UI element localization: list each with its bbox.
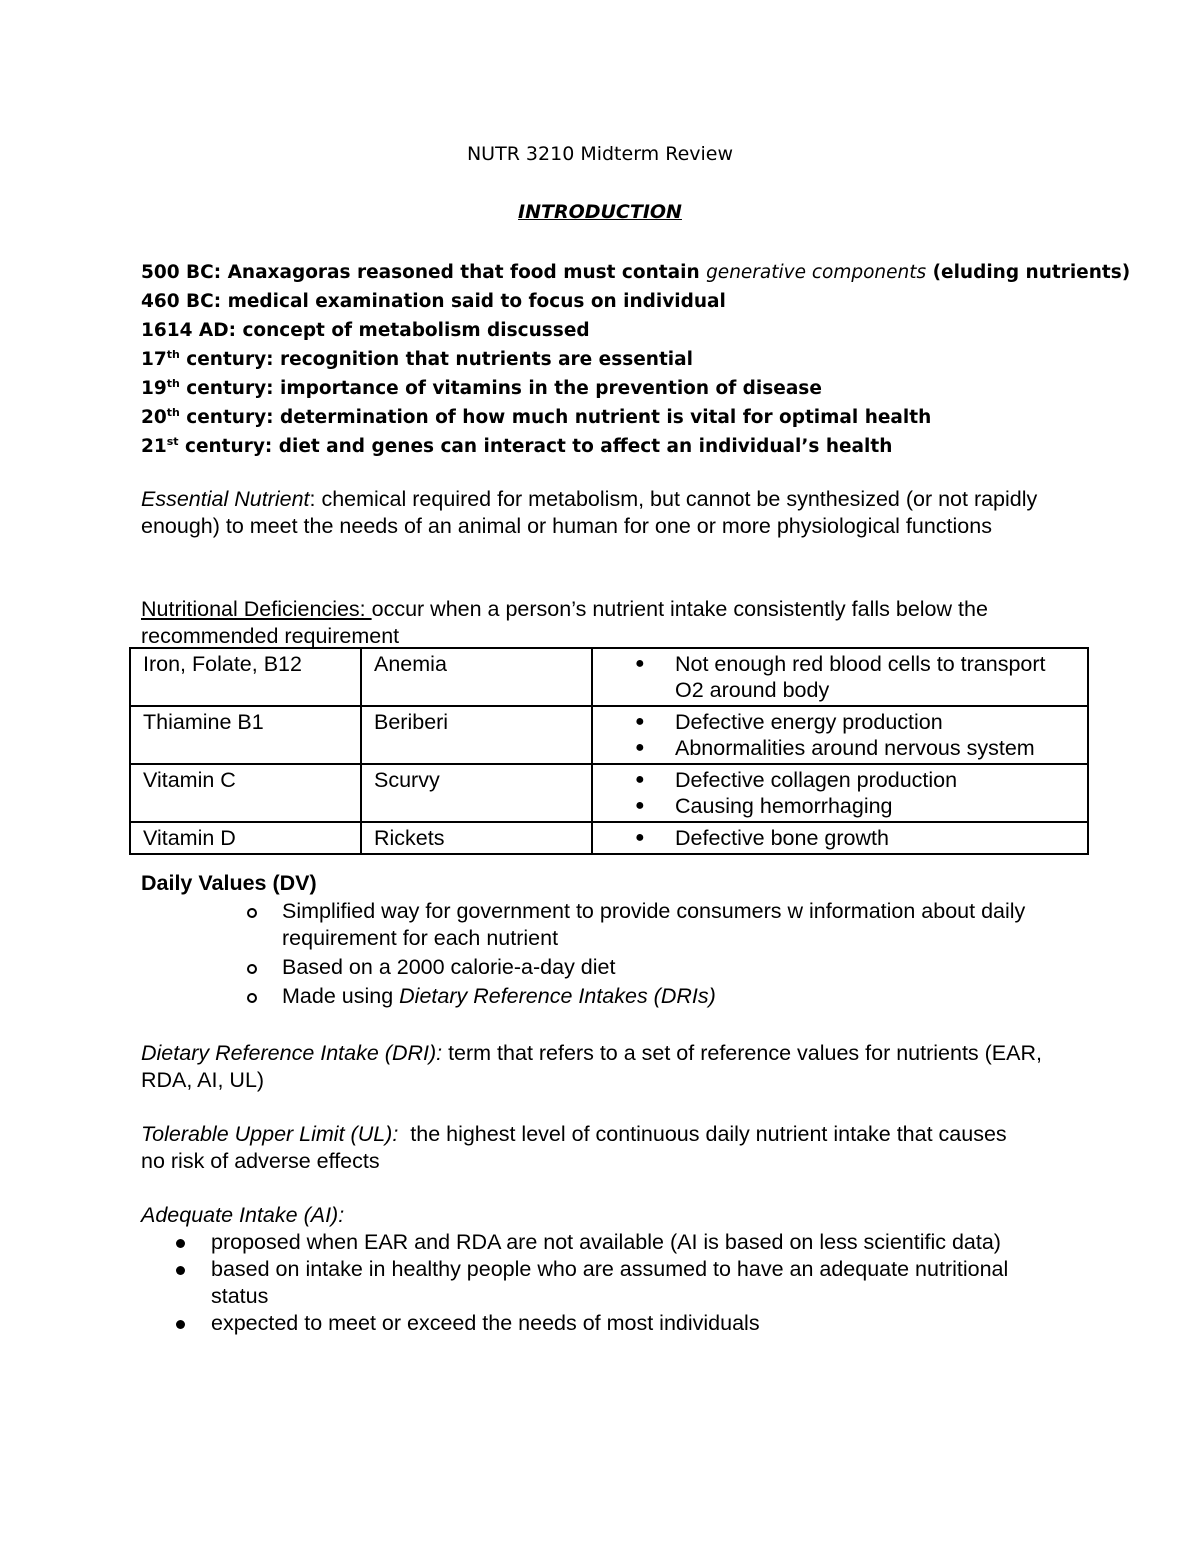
bullet-icon xyxy=(176,1266,185,1275)
timeline-term: generative components xyxy=(706,262,927,283)
effect-text: Causing hemorrhaging xyxy=(675,794,893,818)
ul-definition xyxy=(141,1121,1031,1175)
effect-text: Defective energy production xyxy=(675,710,943,734)
table-row xyxy=(130,706,1088,764)
dri-definition xyxy=(141,1040,1071,1094)
timeline-entry xyxy=(141,374,1101,403)
timeline-ordinal: th xyxy=(166,348,180,361)
deficiency-table xyxy=(129,647,1089,855)
bullet-icon: ● xyxy=(635,771,645,788)
timeline-date: 20 xyxy=(141,407,167,428)
disease-cell: Rickets xyxy=(361,822,592,854)
section-heading: INTRODUCTION xyxy=(518,201,682,223)
definition-text: term that refers to a set of reference values for nutrients (EAR, RDA, AI, UL) xyxy=(141,1041,1042,1092)
effects-cell xyxy=(592,764,1088,822)
nutrient-cell: Vitamin D xyxy=(130,822,361,854)
list-item xyxy=(593,793,1077,819)
timeline-ordinal: th xyxy=(166,406,180,419)
list-item xyxy=(593,735,1077,761)
timeline-entry xyxy=(141,345,1101,374)
timeline-entry xyxy=(141,432,1101,461)
document-title: NUTR 3210 Midterm Review xyxy=(466,143,734,165)
hollow-bullet-icon xyxy=(247,964,257,974)
list-item xyxy=(593,709,1077,735)
definition-term: Essential Nutrient xyxy=(141,487,310,511)
list-item-text: Simplified way for government to provide consumers w information about daily requirement for each nutrient xyxy=(282,899,1026,950)
daily-values-heading: Daily Values (DV) xyxy=(141,871,317,895)
list-item-text: expected to meet or exceed the needs of most individuals xyxy=(211,1311,760,1335)
list-item xyxy=(170,1310,1040,1337)
bullet-icon xyxy=(176,1239,185,1248)
effect-text: Not enough red blood cells to transport O2 around body xyxy=(675,652,1046,702)
timeline-entry xyxy=(141,316,1101,345)
list-item xyxy=(170,1256,1040,1310)
timeline-date-suffix: century: xyxy=(179,378,274,399)
timeline-entry xyxy=(141,287,1101,316)
effects-cell xyxy=(592,706,1088,764)
daily-values-list xyxy=(242,898,1062,1010)
timeline-date: 21 xyxy=(141,436,167,457)
nutrient-cell: Iron, Folate, B12 xyxy=(130,648,361,706)
effects-cell xyxy=(592,648,1088,706)
timeline-date: 460 BC: xyxy=(141,291,222,312)
definition-term: Adequate Intake (AI) xyxy=(141,1203,339,1227)
table-row xyxy=(130,822,1088,854)
hollow-bullet-icon xyxy=(247,993,257,1003)
timeline-text: Anaxagoras reasoned that food must contain xyxy=(221,262,707,283)
timeline-text: determination of how much nutrient is vital for optimal health xyxy=(273,407,932,428)
definition-text: the highest level of continuous daily nutrient intake that causes no risk of adverse effects xyxy=(141,1122,1013,1173)
list-item-text: based on intake in healthy people who are assumed to have an adequate nutritional status xyxy=(211,1257,1009,1308)
definition-text: occur when a person’s nutrient intake consistently falls below the recommended requirement xyxy=(141,597,988,648)
list-item-text: Based on a 2000 calorie-a-day diet xyxy=(282,955,616,979)
effect-text: Defective bone growth xyxy=(675,826,889,850)
timeline-text: recognition that nutrients are essential xyxy=(273,349,693,370)
table-row xyxy=(130,764,1088,822)
ai-list xyxy=(170,1229,1040,1337)
bullet-icon xyxy=(176,1320,185,1329)
list-item xyxy=(242,954,1062,981)
definition-term: Tolerable Upper Limit (UL): xyxy=(141,1122,399,1146)
list-item xyxy=(170,1229,1040,1256)
timeline-text: medical examination said to focus on individual xyxy=(221,291,726,312)
list-item-text: Made using xyxy=(282,984,400,1008)
disease-cell: Scurvy xyxy=(361,764,592,822)
bullet-icon: ● xyxy=(635,739,645,756)
disease-cell: Beriberi xyxy=(361,706,592,764)
list-item-text: proposed when EAR and RDA are not available (AI is based on less scientific data) xyxy=(211,1230,1001,1254)
effect-text: Abnormalities around nervous system xyxy=(675,736,1035,760)
timeline-text: diet and genes can interact to affect an individual’s health xyxy=(272,436,893,457)
list-item xyxy=(593,767,1077,793)
timeline-ordinal: st xyxy=(166,435,179,448)
essential-nutrient-definition xyxy=(141,486,1071,540)
nutrient-cell: Vitamin C xyxy=(130,764,361,822)
timeline-text: concept of metabolism discussed xyxy=(236,320,590,341)
timeline-ordinal: th xyxy=(166,377,180,390)
timeline-text: importance of vitamins in the prevention of disease xyxy=(273,378,822,399)
list-item xyxy=(242,983,1062,1010)
definition-text: : chemical required for metabolism, but cannot be synthesized (or not rapidly enough) to meet the needs of an animal or human for one or more physiological functions xyxy=(141,487,1038,538)
table-row xyxy=(130,648,1088,706)
list-item xyxy=(593,825,1077,851)
history-timeline xyxy=(141,258,1131,461)
ai-definition xyxy=(141,1202,1071,1229)
list-item xyxy=(242,898,1062,952)
bullet-icon: ● xyxy=(635,655,645,672)
definition-term: Nutritional Deficiencies: xyxy=(141,597,372,621)
list-item-term: Dietary Reference Intakes (DRIs) xyxy=(399,984,716,1008)
bullet-icon: ● xyxy=(635,713,645,730)
timeline-date: 19 xyxy=(141,378,167,399)
definition-term: Dietary Reference Intake (DRI): xyxy=(141,1041,443,1065)
effects-cell xyxy=(592,822,1088,854)
timeline-date-suffix: century: xyxy=(179,407,274,428)
timeline-date: 1614 AD: xyxy=(141,320,237,341)
timeline-date: 17 xyxy=(141,349,167,370)
timeline-date: 500 BC: xyxy=(141,262,222,283)
disease-cell: Anemia xyxy=(361,648,592,706)
timeline-text-end: (eluding nutrients) xyxy=(926,262,1131,283)
timeline-date-suffix: century: xyxy=(179,349,274,370)
effect-text: Defective collagen production xyxy=(675,768,958,792)
bullet-icon: ● xyxy=(635,829,645,846)
nutrient-cell: Thiamine B1 xyxy=(130,706,361,764)
hollow-bullet-icon xyxy=(247,908,257,918)
timeline-entry xyxy=(141,403,1101,432)
deficiencies-definition xyxy=(141,596,1041,650)
definition-colon: : xyxy=(338,1203,345,1227)
timeline-date-suffix: century: xyxy=(178,436,273,457)
bullet-icon: ● xyxy=(635,797,645,814)
timeline-entry xyxy=(141,258,1131,287)
list-item xyxy=(593,651,1077,703)
